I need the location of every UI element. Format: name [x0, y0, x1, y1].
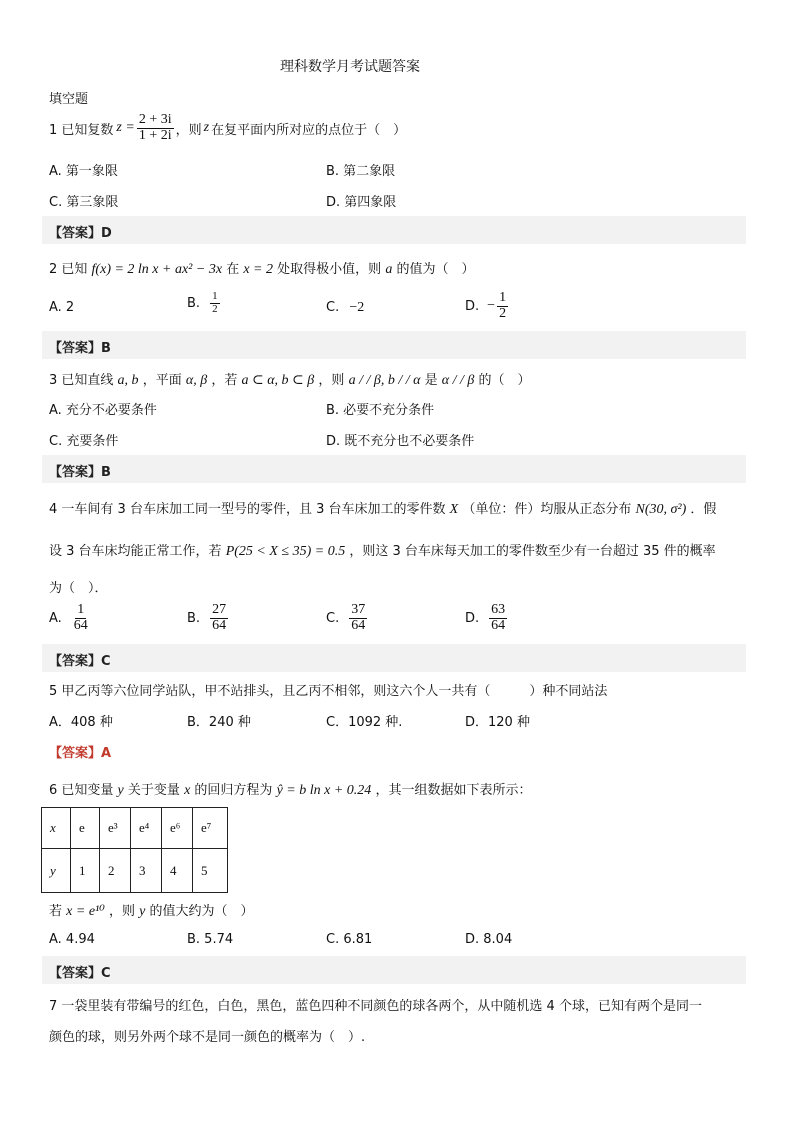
q1-option-c: C. 第三象限: [49, 195, 119, 210]
q4-option-b-num: 27: [212, 602, 227, 617]
q4-option-b-fraction: [210, 603, 228, 633]
q6-mid1: 关于变量: [127, 783, 180, 798]
q3-answer: 【答案】B: [49, 465, 111, 480]
q1-option-d: D. 第四象限: [326, 195, 397, 210]
q5-answer: 【答案】A: [49, 746, 112, 761]
question-7-line-2: 颜色的球，则另外两个球不是同一颜色的概率为（ ）.: [49, 1030, 366, 1045]
q4-distribution: N(30, σ²): [635, 502, 687, 517]
q4-option-c-num: 37: [351, 602, 366, 617]
q2-option-d-label: D.: [465, 298, 480, 314]
q6-suffix: ，其一组数据如下表所示：: [375, 783, 532, 798]
table-cell: e³: [100, 808, 131, 849]
q2-answer-bar: [42, 331, 746, 359]
q2-option-b-num: 1: [212, 290, 218, 302]
question-4-line-2: [49, 540, 716, 560]
table-cell: e⁷: [193, 808, 228, 849]
question-4-line-1: [49, 498, 716, 518]
q6-condition: [49, 900, 254, 920]
q6-mid2: 的回归方程为: [194, 783, 273, 798]
q3-prefix: 3 已知直线: [49, 373, 114, 388]
table-cell: 3: [131, 849, 162, 893]
q2-prefix: 2 已知: [49, 262, 88, 277]
question-5: 5 甲乙丙等六位同学站队，甲不站排头，且乙丙不相邻，则这六个人一共有（ ）种不同站法: [49, 684, 608, 699]
q3-q: α / / β: [441, 373, 475, 388]
q2-option-c-label: C.: [326, 300, 340, 315]
q2-var: a: [385, 262, 393, 277]
q6-option-b: B. 5.74: [187, 932, 234, 947]
table-cell: 4: [162, 849, 193, 893]
table-cell: 1: [71, 849, 100, 893]
q2-option-b-label: B.: [187, 295, 201, 311]
q6-cond-prefix: 若: [49, 904, 63, 919]
q1-fraction: [137, 113, 174, 143]
table-cell: 5: [193, 849, 228, 893]
q1-var: z: [203, 120, 210, 136]
table-row: [42, 849, 228, 893]
section-heading: 填空题: [49, 92, 89, 107]
q2-option-a: A. 2: [49, 300, 75, 315]
q2-option-d-den: 2: [499, 305, 507, 321]
q4-option-b: [187, 603, 230, 633]
q1-option-a: A. 第一象限: [49, 164, 118, 179]
q4-line1-a: 4 一车间有 3 台车床加工同一型号的零件，且 3 台车床加工的零件数: [49, 502, 446, 517]
q6-answer-bar: [42, 956, 746, 984]
q3-planes: α, β: [185, 373, 208, 388]
q1-answer-bar: [42, 216, 746, 244]
q2-option-c-value: −2: [349, 300, 365, 315]
q3-mid4: 是: [424, 373, 438, 388]
q6-answer: 【答案】C: [49, 966, 111, 981]
q3-condition: a ⊂ α, b ⊂ β: [241, 373, 315, 388]
q2-function: f(x) = 2 ln x + ax² − 3x: [91, 262, 223, 277]
q2-mid: 在: [226, 262, 240, 277]
q2-option-b: [187, 291, 222, 315]
q4-option-b-den: 64: [212, 617, 227, 633]
q4-var-x: X: [449, 502, 459, 517]
q6-var-x: x: [184, 783, 191, 798]
q2-option-b-den: 2: [212, 302, 218, 315]
question-2: [49, 258, 474, 278]
q3-p: a / / β, b / / α: [348, 373, 421, 388]
q4-option-c-den: 64: [351, 617, 366, 633]
table-cell: e: [71, 808, 100, 849]
q4-option-d-fraction: [489, 603, 507, 633]
q5-option-d: D．120 种: [465, 715, 530, 730]
q2-option-d-num: 1: [499, 290, 507, 305]
q3-option-a: A. 充分不必要条件: [49, 403, 157, 418]
q4-line1-c: ．假: [690, 502, 717, 517]
q3-option-c: C. 充要条件: [49, 434, 119, 449]
question-3: [49, 369, 531, 389]
q6-prefix: 6 已知变量: [49, 783, 114, 798]
q2-option-d: [465, 291, 510, 321]
q2-suffix1: 处取得极小值，则: [277, 262, 382, 277]
q4-option-c-fraction: [349, 603, 367, 633]
q1-prefix: 1 已知复数: [49, 122, 114, 138]
q2-option-d-fraction: [497, 291, 508, 321]
q4-option-d-num: 63: [491, 602, 506, 617]
q6-equation: ŷ = b ln x + 0.24: [276, 783, 372, 798]
q3-answer-bar: [42, 455, 746, 483]
question-7-line-1: 7 一袋里装有带编号的红色，白色，黑色，蓝色四种不同颜色的球各两个，从中随机选 4 个球，已知有两个是同一: [49, 999, 702, 1014]
q1-suffix: 在复平面内所对应的点位于（ ）: [211, 122, 407, 138]
q3-mid1: ，平面: [142, 373, 182, 388]
q4-line2-a: 设 3 台车床均能正常工作，若: [49, 544, 222, 559]
question-6: [49, 779, 531, 799]
q6-option-c: C. 6.81: [326, 932, 373, 947]
table-cell: e⁴: [131, 808, 162, 849]
q1-mid: ，则: [175, 122, 202, 138]
q1-numerator: 2 + 3i: [138, 112, 172, 127]
q4-option-a-fraction: [72, 603, 90, 633]
q3-suffix: 的（ ）: [478, 373, 531, 388]
q5-option-c: C．1092 种.: [326, 715, 403, 730]
q4-option-a: [49, 603, 92, 633]
q4-option-a-label: A.: [49, 610, 62, 626]
q3-option-b: B. 必要不充分条件: [326, 403, 435, 418]
q4-option-d-den: 64: [491, 617, 506, 633]
q4-answer: 【答案】C: [49, 654, 111, 669]
q5-option-a: A．408 种: [49, 715, 113, 730]
q4-option-c: [326, 603, 369, 633]
q4-option-b-label: B.: [187, 610, 201, 626]
page-title: 理科数学月考试题答案: [280, 59, 420, 75]
q6-cond-var: y: [139, 904, 146, 919]
q4-answer-bar: [42, 644, 746, 672]
q1-option-b: B. 第二象限: [326, 164, 396, 179]
q3-mid3: ，则: [318, 373, 345, 388]
q2-option-c: [326, 300, 364, 316]
table-cell: x: [42, 808, 71, 849]
q4-option-a-num: 1: [77, 602, 85, 617]
q4-option-c-label: C.: [326, 610, 340, 626]
q6-option-d: D. 8.04: [465, 932, 513, 947]
q3-lines: a, b: [117, 373, 139, 388]
q2-option-d-sign: −: [487, 298, 496, 314]
table-cell: 2: [100, 849, 131, 893]
q1-lhs: z =: [116, 120, 135, 136]
q4-option-d: [465, 603, 509, 633]
question-4-line-3: 为（ ）．: [49, 581, 108, 596]
q2-answer: 【答案】B: [49, 341, 111, 356]
q1-denominator: 1 + 2i: [138, 127, 172, 143]
q2-condition: x = 2: [243, 262, 274, 277]
q6-cond-mid: ，则: [108, 904, 135, 919]
question-1: [49, 113, 406, 143]
table-cell: y: [42, 849, 71, 893]
q2-option-b-fraction: [210, 291, 220, 315]
q4-option-d-label: D.: [465, 610, 480, 626]
q3-option-d: D. 既不充分也不必要条件: [326, 434, 475, 449]
q1-answer: 【答案】D: [49, 226, 112, 241]
q4-line2-b: ，则这 3 台车床每天加工的零件数至少有一台超过 35 件的概率: [349, 544, 716, 559]
q4-probability: P(25 < X ≤ 35) = 0.5: [225, 544, 346, 559]
q2-suffix2: 的值为（ ）: [396, 262, 475, 277]
q4-line1-b: （单位：件）均服从正态分布: [462, 502, 632, 517]
q6-var-y: y: [117, 783, 124, 798]
q6-cond-suffix: 的值大约为（ ）: [149, 904, 254, 919]
q6-option-a: A. 4.94: [49, 932, 95, 947]
table-row: [42, 808, 228, 849]
q6-data-table: [41, 807, 228, 893]
q5-option-b: B．240 种: [187, 715, 251, 730]
q4-option-a-den: 64: [73, 617, 88, 633]
q6-cond-expr: x = e¹⁰: [66, 904, 105, 919]
table-cell: e⁶: [162, 808, 193, 849]
q3-mid2: ，若: [211, 373, 238, 388]
